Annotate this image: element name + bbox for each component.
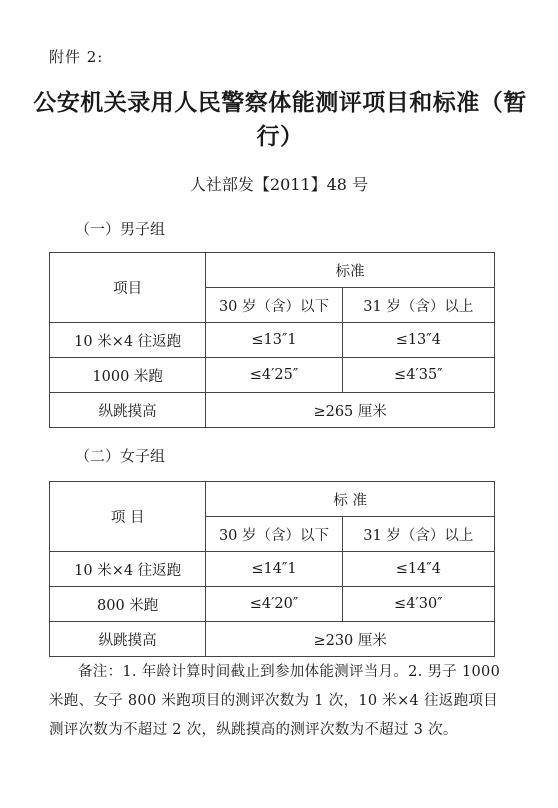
row-under: ≤13″1 bbox=[206, 323, 342, 358]
row-item: 10 米×4 往返跑 bbox=[50, 552, 206, 587]
header-standard: 标准 bbox=[206, 253, 495, 288]
attachment-label: 附件 2: bbox=[49, 48, 104, 66]
row-under: ≤4′20″ bbox=[206, 587, 342, 622]
row-item: 800 米跑 bbox=[50, 587, 206, 622]
header-age-under: 30 岁（含）以下 bbox=[206, 288, 342, 323]
row-over: ≤13″4 bbox=[342, 323, 494, 358]
document-title: 公安机关录用人民警察体能测评项目和标准（暂行） bbox=[33, 89, 527, 150]
table-row bbox=[50, 587, 495, 622]
table-row bbox=[50, 323, 495, 358]
header-age-over: 31 岁（含）以上 bbox=[342, 517, 494, 552]
table-row bbox=[50, 358, 495, 393]
header-item: 项 目 bbox=[50, 482, 206, 552]
header-standard: 标 准 bbox=[206, 482, 495, 517]
row-under: ≤4′25″ bbox=[206, 358, 342, 393]
table-row bbox=[50, 393, 495, 428]
table-row bbox=[50, 552, 495, 587]
row-item: 1000 米跑 bbox=[50, 358, 206, 393]
note-paragraph: 备注：1. 年龄计算时间截止到参加体能测评当月。2. 男子 1000 米跑、女子 800 米跑项目的测评次数为 1 次，10 米×4 往返跑项目测评次数为不超过 2 次，纵跳摸高的测评次数为不超过 3 次。 bbox=[49, 664, 501, 738]
row-item: 纵跳摸高 bbox=[50, 393, 206, 428]
row-item: 纵跳摸高 bbox=[50, 622, 206, 657]
header-age-over: 31 岁（含）以上 bbox=[342, 288, 494, 323]
female-standards-table bbox=[49, 481, 495, 657]
row-item: 10 米×4 往返跑 bbox=[50, 323, 206, 358]
header-item: 项目 bbox=[50, 253, 206, 323]
row-value: ≥265 厘米 bbox=[206, 393, 495, 428]
row-under: ≤14″1 bbox=[206, 552, 342, 587]
female-group-label: （二）女子组 bbox=[75, 447, 166, 465]
row-over: ≤4′35″ bbox=[342, 358, 494, 393]
row-value: ≥230 厘米 bbox=[206, 622, 495, 657]
male-standards-table bbox=[49, 252, 495, 428]
table-row bbox=[50, 622, 495, 657]
document-number: 人社部发【2011】48 号 bbox=[189, 175, 369, 194]
male-group-label: （一）男子组 bbox=[75, 220, 166, 238]
header-age-under: 30 岁（含）以下 bbox=[206, 517, 342, 552]
row-over: ≤4′30″ bbox=[342, 587, 494, 622]
row-over: ≤14″4 bbox=[342, 552, 494, 587]
